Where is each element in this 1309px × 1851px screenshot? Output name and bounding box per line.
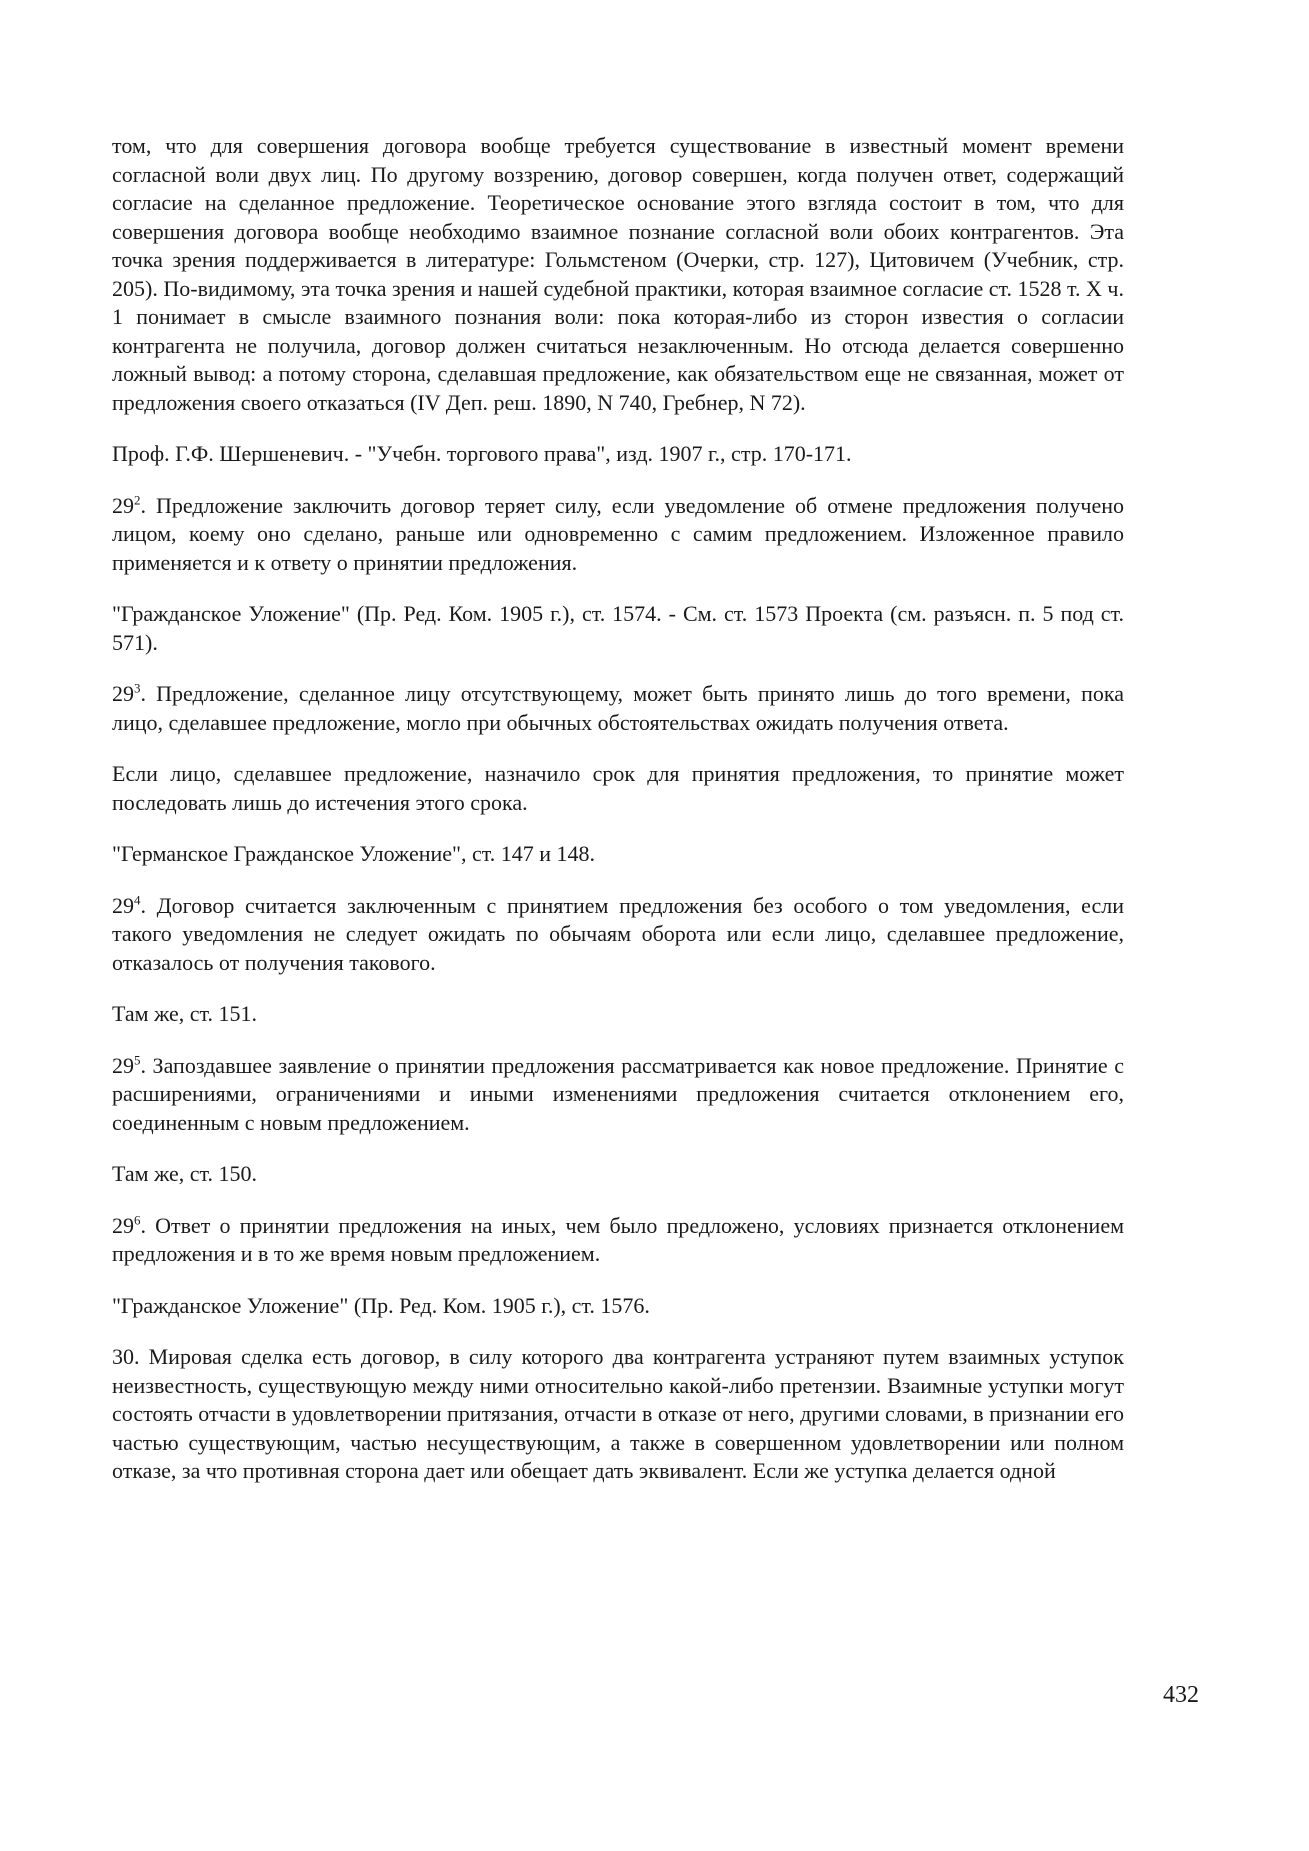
article-text: . Предложение заключить договор теряет силу, если уведомление об отмене предложения получено лицом, коему оно сделано, раньше или одновременно с самим предложением. Изложенное правило применяется и к ответу о принятии предложения. xyxy=(112,492,1124,575)
paragraph-article-29-3 xyxy=(112,680,1124,737)
paragraph-article-29-2 xyxy=(112,492,1124,578)
paragraph-article-29-6 xyxy=(112,1212,1124,1269)
paragraph-citation-civil-code-1576: "Гражданское Уложение" (Пр. Ред. Ком. 1905 г.), ст. 1576. xyxy=(112,1292,650,1318)
article-number: 29 xyxy=(112,1052,134,1078)
article-superscript: 6 xyxy=(134,1212,141,1228)
article-number: 29 xyxy=(112,892,134,918)
article-superscript: 5 xyxy=(134,1052,141,1068)
paragraph-article-29-5 xyxy=(112,1052,1124,1138)
article-text: . Ответ о принятии предложения на иных, чем было предложено, условиях признается отклонением предложения и в то же время новым предложением. xyxy=(112,1212,1124,1266)
article-text: . Предложение, сделанное лицу отсутствующему, может быть принято лишь до того времени, пока лицо, сделавшее предложение, могло при обычных обстоятельствах ожидать получения ответа. xyxy=(112,681,1124,735)
article-superscript: 2 xyxy=(134,492,141,508)
paragraph-citation-shershenevich: Проф. Г.Ф. Шершеневич. - "Учебн. торгового права", изд. 1907 г., стр. 170-171. xyxy=(112,441,852,466)
paragraph-term-acceptance: Если лицо, сделавшее предложение, назначило срок для принятия предложения, то принятие может последовать лишь до истечения этого срока. xyxy=(112,761,1124,815)
document-body xyxy=(112,132,1124,1509)
article-text: . Договор считается заключенным с принятием предложения без особого о том уведомления, если такого уведомления не следует ожидать по обычаям оборота или если лицо, сделавшее предложение, отказалось от получения такового. xyxy=(112,892,1124,975)
paragraph-citation-ibid-150: Там же, ст. 150. xyxy=(112,1161,257,1186)
paragraph-article-29-4 xyxy=(112,892,1124,978)
article-number: 29 xyxy=(112,1212,134,1238)
article-superscript: 3 xyxy=(134,680,141,696)
page-number: 432 xyxy=(1163,1682,1199,1708)
paragraph-citation-german-code: "Германское Гражданское Уложение", ст. 147 и 148. xyxy=(112,841,596,866)
paragraph-citation-civil-code-1574: "Гражданское Уложение" (Пр. Ред. Ком. 1905 г.), ст. 1574. - См. ст. 1573 Проекта (см. разъясн. п. 5 под ст. 571). xyxy=(112,601,1124,655)
paragraph-article-30: 30. Мировая сделка есть договор, в силу которого два контрагента устраняют путем взаимных уступок неизвестность, существующую между ними относительно какой-либо претензии. Взаимные уступки могут состоять отчасти в удовлетворении притязания, отчасти в отказе от него, другими словами, в признании его частью существующим, частью несуществующим, а также в совершенном удовлетворении или полном отказе, за что противная сторона дает или обещает дать эквивалент. Если же уступка делается одной xyxy=(112,1344,1124,1483)
article-number: 29 xyxy=(112,492,134,518)
paragraph-opinion-continuation: том, что для совершения договора вообще требуется существование в известный момент времени согласной воли двух лиц. По другому воззрению, договор совершен, когда получен ответ, содержащий согласие на сделанное предложение. Теоретическое основание этого взгляда состоит в том, что для совершения договора вообще необходимо взаимное познание согласной воли обоих контрагентов. Эта точка зрения поддерживается в литературе: Гольмстеном (Очерки, стр. 127), Цитовичем (Учебник, стр. 205). По-видимому, эта точка зрения и нашей судебной практики, которая взаимное согласие ст. 1528 т. X ч. 1 понимает в смысле взаимного познания воли: пока которая-либо из сторон известия о согласии контрагента не получила, договор должен считаться незаключенным. Но отсюда делается совершенно ложный вывод: а потому сторона, сделавшая предложение, как обязательством еще не связанная, может от предложения своего отказаться (IV Деп. реш. 1890, N 740, Гребнер, N 72). xyxy=(112,133,1124,415)
article-superscript: 4 xyxy=(134,892,141,908)
article-text: . Запоздавшее заявление о принятии предложения рассматривается как новое предложение. Принятие с расширениями, ограничениями и иными изменениями предложения считается отклонением его, соединенным с новым предложением. xyxy=(112,1052,1124,1135)
article-number: 29 xyxy=(112,681,134,706)
paragraph-citation-ibid-151: Там же, ст. 151. xyxy=(112,1001,257,1026)
